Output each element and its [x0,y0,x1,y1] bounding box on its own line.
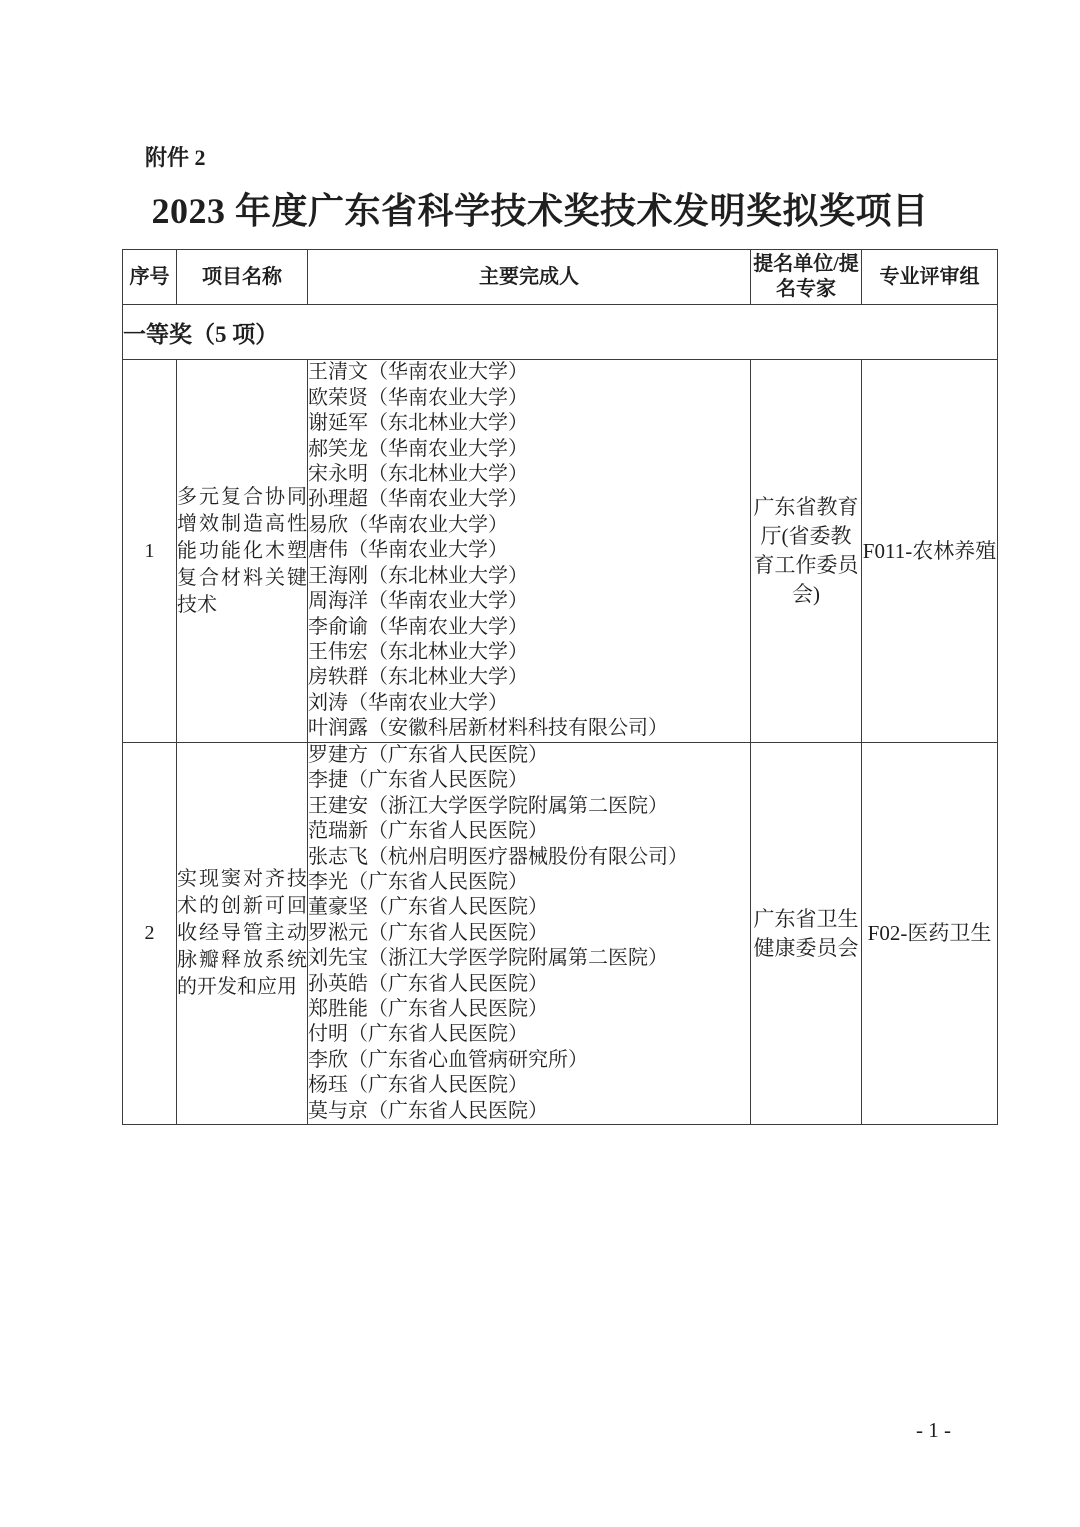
page-title: 2023 年度广东省科学技术奖技术发明奖拟奖项目 [151,191,929,231]
table-row [123,743,998,1125]
completer-item: 易欣（华南农业大学） [308,513,508,536]
completer-item: 郝笑龙（华南农业大学） [308,437,528,460]
completer-item: 罗建方（广东省人民医院） [308,744,548,766]
column-header-nominating-unit: 提名单位/提名专家 [751,250,862,305]
completer-item: 李光（广东省人民医院） [308,871,528,894]
completer-item: 谢延军（东北林业大学） [308,412,528,435]
completer-item: 罗淞元（广东省人民医院） [308,921,548,944]
table-row [123,360,998,743]
completer-item: 李欣（广东省心血管病研究所） [308,1048,588,1071]
nominating-unit: 广东省教育厅(省委教育工作委员会) [753,495,859,606]
nominating-unit-cell [751,360,862,743]
project-name: 多元复合协同增效制造高性能功能化木塑复合材料关键技术 [177,485,307,616]
completer-item: 刘涛（华南农业大学） [308,691,508,714]
completer-item: 杨珏（广东省人民医院） [308,1074,528,1097]
completers-list [308,360,750,741]
completer-item: 莫与京（广东省人民医院） [308,1099,548,1122]
completer-item: 欧荣贤（华南农业大学） [308,386,528,409]
project-name-cell [177,360,308,743]
column-header-main-completers: 主要完成人 [308,250,751,305]
completer-item: 唐伟（华南农业大学） [308,539,508,562]
completer-item: 宋永明（东北林业大学） [308,463,528,486]
page-number: - 1 - [916,1418,951,1442]
column-header-project-name: 项目名称 [177,250,308,305]
completer-item: 周海洋（华南农业大学） [308,590,528,613]
column-header-review-group: 专业评审组 [862,250,998,305]
project-name: 实现窦对齐技术的创新可回收经导管主动脉瓣释放系统的开发和应用 [177,868,307,999]
row-number: 1 [123,360,177,743]
completer-item: 孙理超（华南农业大学） [308,488,528,511]
completers-cell [308,743,751,1125]
completer-item: 董豪坚（广东省人民医院） [308,896,548,919]
completer-item: 王伟宏（东北林业大学） [308,640,528,663]
completer-item: 范瑞新（广东省人民医院） [308,820,548,843]
completer-item: 郑胜能（广东省人民医院） [308,998,548,1021]
column-header-no: 序号 [123,250,177,305]
table-header-row [123,250,998,305]
completer-item: 王建安（浙江大学医学院附属第二医院） [308,794,668,817]
nominating-unit-cell [751,743,862,1125]
section-title: 一等奖（5 项） [123,305,998,360]
completer-item: 付明（广东省人民医院） [308,1023,528,1046]
section-row [123,305,998,360]
review-group-cell [862,743,998,1125]
project-name-cell [177,743,308,1125]
review-group: F02-医药卫生 [867,921,992,946]
completers-cell [308,360,751,743]
nominating-unit: 广东省卫生健康委员会 [753,906,859,960]
completers-list [308,743,750,1124]
completer-item: 房轶群（东北林业大学） [308,666,528,689]
awards-table [122,249,998,1125]
completer-item: 叶润露（安徽科居新材料科技有限公司） [308,717,668,740]
completer-item: 李捷（广东省人民医院） [308,769,528,792]
row-number: 2 [123,743,177,1125]
attachment-label: 附件 2 [145,145,206,170]
completer-item: 王清文（华南农业大学） [308,361,528,384]
completer-item: 刘先宝（浙江大学医学院附属第二医院） [308,947,668,970]
review-group-cell [862,360,998,743]
completer-item: 孙英皓（广东省人民医院） [308,972,548,995]
completer-item: 王海刚（东北林业大学） [308,564,528,587]
review-group: F011-农林养殖 [862,538,997,563]
completer-item: 张志飞（杭州启明医疗器械股份有限公司） [308,845,688,868]
completer-item: 李俞谕（华南农业大学） [308,615,528,638]
